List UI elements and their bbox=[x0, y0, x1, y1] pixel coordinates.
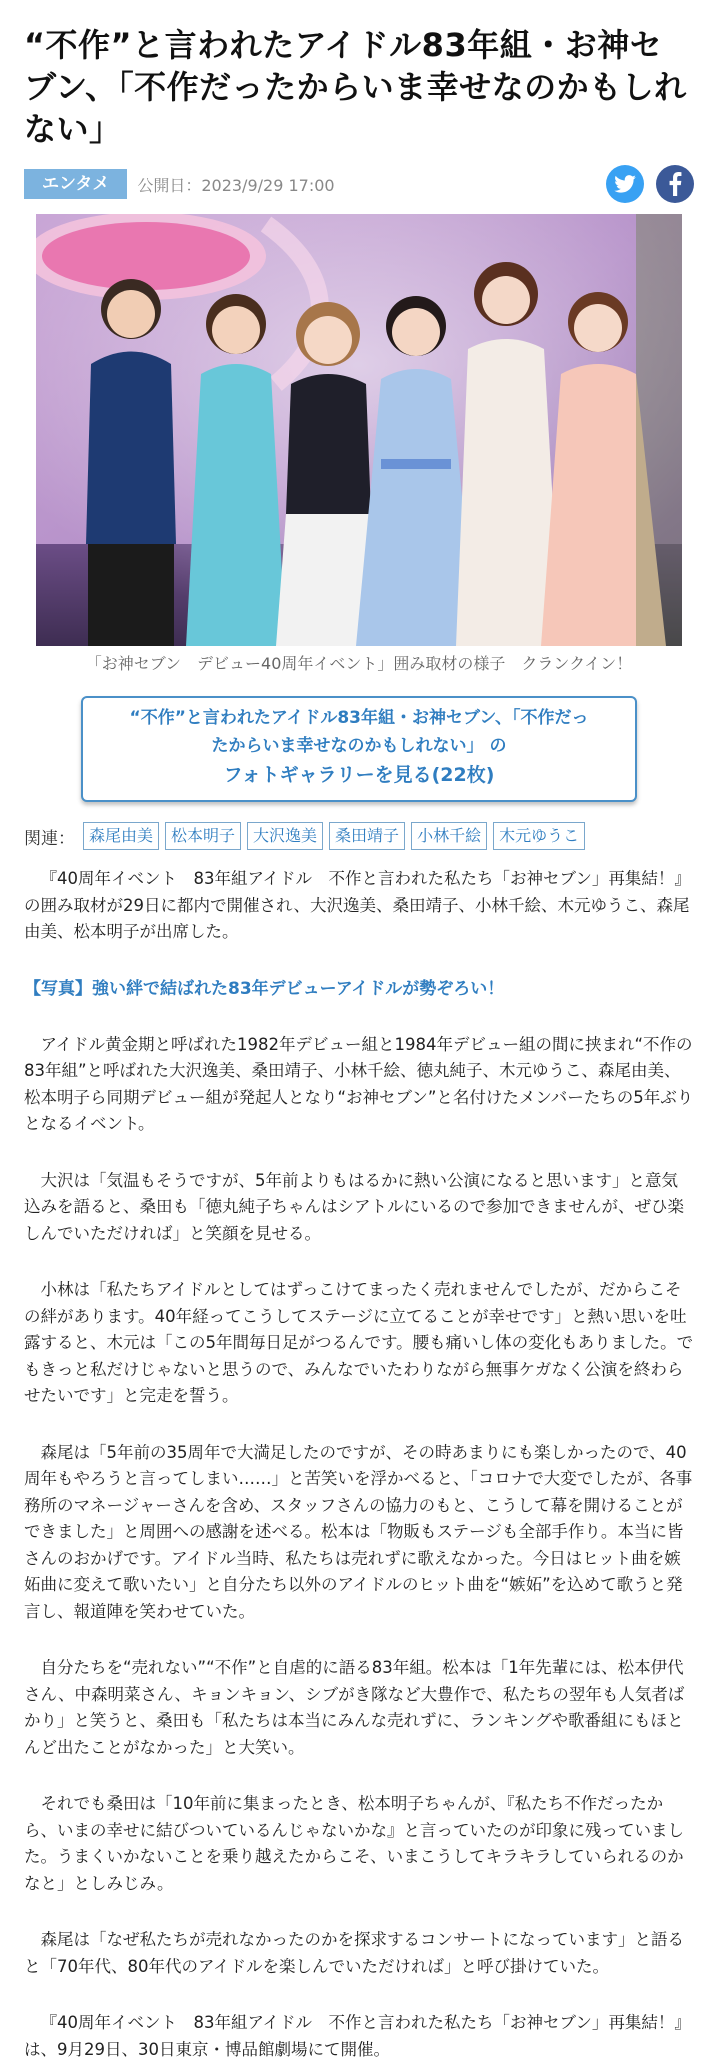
article-paragraph: 大沢は「気温もそうですが、5年前よりもはるかに熱い公演になると思います」と意気込みを語ると、桑田も「徳丸純子ちゃんはシアトルにいるので参加できませんが、ぜひ楽しんでいただければ」と笑顔を見せる。 bbox=[24, 1170, 684, 1243]
twitter-icon bbox=[614, 175, 636, 193]
related-tag[interactable]: 大沢逸美 bbox=[247, 822, 323, 850]
related-tag[interactable]: 小林千絵 bbox=[411, 822, 487, 850]
related-tag[interactable]: 桑田靖子 bbox=[329, 822, 405, 850]
category-badge[interactable]: エンタメ bbox=[24, 169, 127, 199]
hero-figure bbox=[36, 214, 682, 676]
article-body bbox=[24, 866, 694, 2063]
hero-photo[interactable] bbox=[36, 214, 682, 646]
share-buttons bbox=[606, 165, 694, 203]
photo-link[interactable]: 【写真】強い絆で結ばれた83年デビューアイドルが勢ぞろい！ bbox=[24, 978, 505, 999]
related-tag[interactable]: 松本明子 bbox=[165, 822, 241, 850]
facebook-icon bbox=[668, 172, 682, 196]
article-paragraph: アイドル黄金期と呼ばれた1982年デビュー組と1984年デビュー組の間に挟まれ“不作の83年組”と呼ばれた大沢逸美、桑田靖子、小林千絵、徳丸純子、木元ゆうこ、森尾由美、松本明子ら同期デビュー組が発起人となり“お神セブン”と名付けたメンバーたちの5年ぶりとなるイベント。 bbox=[24, 1034, 694, 1133]
related-tag[interactable]: 木元ゆうこ bbox=[493, 822, 585, 850]
article-paragraph: 小林は「私たちアイドルとしてはずっこけてまったく売れませんでしたが、だからこその絆があります。40年経ってこうしてステージに立てることが幸せです」と熱い思いを吐露すると、木元は「この5年間毎日足がつるんです。腰も痛いし体の変化もありました。でもきっと私だけじゃないと思うので、みんなでいたわりながら無事ケガなく公演を終わらせたいです」と完走を誓う。 bbox=[24, 1280, 694, 1405]
photo-caption: 「お神セブン デビュー40周年イベント」囲み取材の様子 クランクイン！ bbox=[85, 654, 633, 673]
gallery-button-line-1: “不作”と言われたアイドル83年組・お神セブン、「不作だっ bbox=[129, 708, 589, 728]
article-meta bbox=[24, 164, 694, 204]
related-tag[interactable]: 森尾由美 bbox=[83, 822, 159, 850]
photo-gallery-button[interactable] bbox=[81, 696, 637, 802]
article-paragraph: それでも桑田は「10年前に集まったとき、松本明子ちゃんが、『私たち不作だったから、いまの幸せに結びついているんじゃないかな』と言っていたのが印象に残っていました。うまくいかないことを乗り越えたからこそ、いまこうしてキラキラしていられるのかなと」としみじみ。 bbox=[24, 1794, 684, 1893]
article-paragraph: 森尾は「なぜ私たちが売れなかったのかを探求するコンサートになっています」と語ると「70年代、80年代のアイドルを楽しんでいただければ」と呼び掛けていた。 bbox=[24, 1930, 684, 1976]
facebook-share-button[interactable] bbox=[656, 165, 694, 203]
gallery-button-line-3: フォトギャラリーを見る(22枚) bbox=[223, 764, 495, 786]
publish-date: 公開日：2023/9/29 17:00 bbox=[137, 175, 335, 195]
article-paragraph: 自分たちを“売れない”“不作”と自虐的に語る83年組。松本は「1年先輩には、松本伊代さん、中森明菜さん、キョンキョン、シブがき隊など大豊作で、私たちの翌年も人気者ばかり」と笑うと、桑田も「私たちは本当にみんな売れずに、ランキングや歌番組にもほとんど出たことがなかった」と大笑い。 bbox=[24, 1658, 685, 1757]
related-tags bbox=[24, 822, 694, 850]
related-label: 関連： bbox=[24, 828, 75, 849]
twitter-share-button[interactable] bbox=[606, 165, 644, 203]
article-paragraph: 『40周年イベント 83年組アイドル 不作と言われた私たち「お神セブン」再集結！』は、9月29日、30日東京・博品館劇場にて開催。 bbox=[24, 2013, 691, 2059]
article-paragraph: 『40周年イベント 83年組アイドル 不作と言われた私たち「お神セブン」再集結！』の囲み取材が29日に都内で開催され、大沢逸美、桑田靖子、小林千絵、木元ゆうこ、森尾由美、松本明子が出席した。 bbox=[24, 869, 691, 941]
article-paragraph: 森尾は「5年前の35周年で大満足したのですが、その時あまりにも楽しかったので、40周年もやろうと言ってしまい……」と苦笑いを浮かべると、「コロナで大変でしたが、各事務所のマネージャーさんを含め、スタッフさんの協力のもと、こうして幕を開けることができました」と周囲への感謝を述べる。松本は「物販もステージも全部手作り。本当に皆さんのおかげです。アイドル当時、私たちは売れずに歌えなかった。今日はヒット曲を嫉妬曲に変えて歌いたい」と自分たち以外のアイドルのヒット曲を“嫉妬”を込めて歌うと発言し、報道陣を笑わせていた。 bbox=[24, 1442, 693, 1621]
article-title: “不作”と言われたアイドル83年組・お神セブン、「不作だったからいま幸せなのかもしれない」 bbox=[24, 26, 687, 148]
gallery-button-line-2: たからいま幸せなのかもしれない」 の bbox=[211, 736, 507, 756]
